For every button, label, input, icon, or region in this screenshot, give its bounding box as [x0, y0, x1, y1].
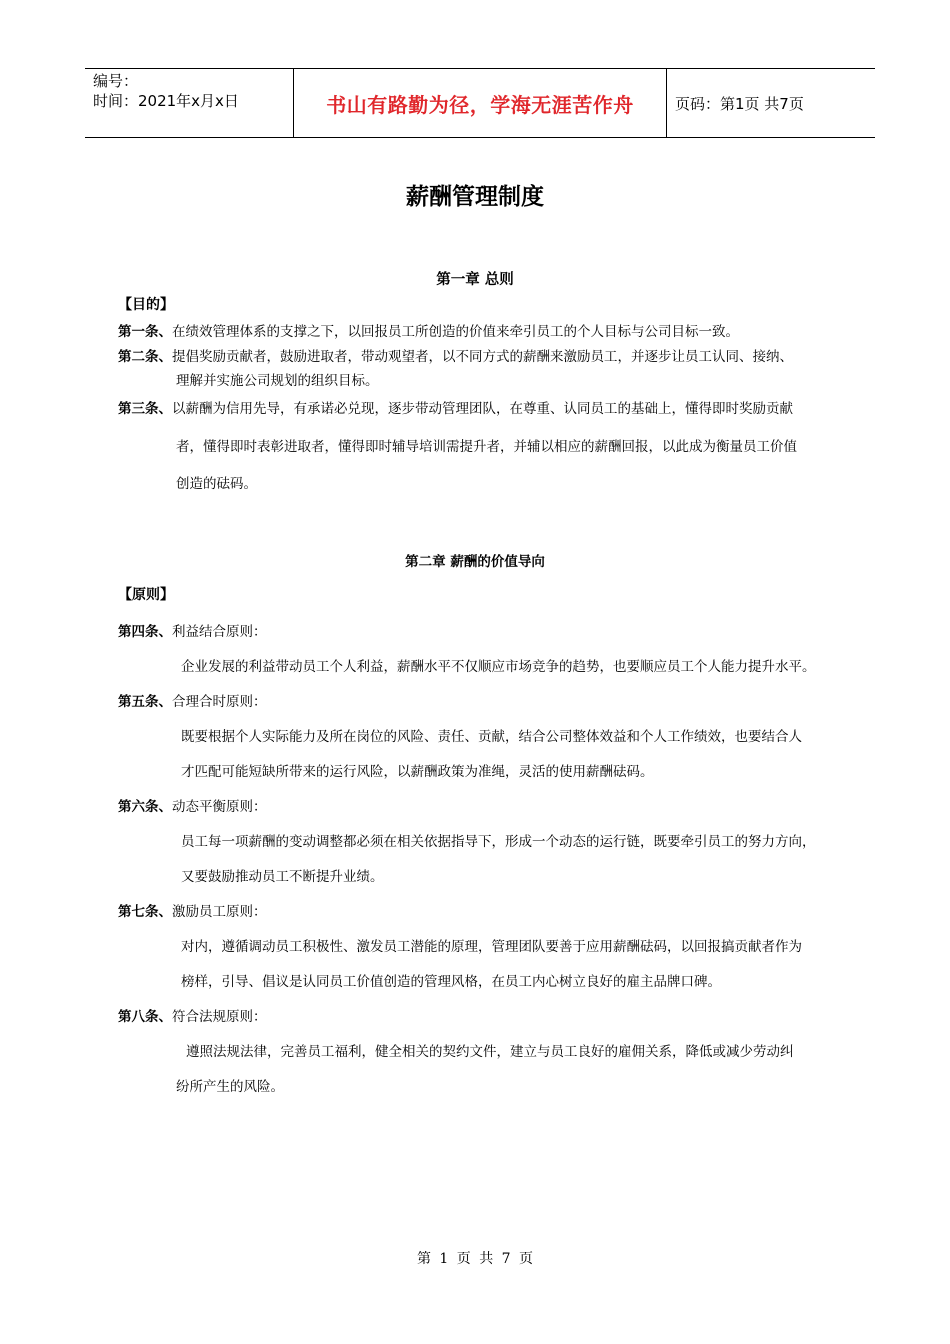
- article-5: [118, 690, 267, 710]
- article-3-continued-2: 创造的砝码。: [176, 476, 257, 492]
- article-4-body: 企业发展的利益带动员工个人利益，薪酬水平不仅顺应市场竞争的趋势，也要顺应员工个人能力提升水平。: [181, 659, 816, 675]
- header-meta: [85, 69, 293, 137]
- article-text: 动态平衡原则：: [172, 799, 267, 815]
- article-label: 第三条、: [118, 401, 172, 417]
- article-text: 激励员工原则：: [172, 904, 267, 920]
- article-text: 提倡奖励贡献者，鼓励进取者，带动观望者，以不同方式的薪酬来激励员工，并逐步让员工认同、接纳、: [172, 349, 793, 365]
- article-text: 利益结合原则：: [172, 624, 267, 640]
- time-label: 时间：2021年x月x日: [93, 92, 239, 110]
- article-label: 第八条、: [118, 1009, 172, 1025]
- chapter-2-title: 第二章 薪酬的价值导向: [405, 554, 545, 570]
- article-6: [118, 795, 267, 815]
- article-5-body-1: 既要根据个人实际能力及所在岗位的风险、责任、贡献，结合公司整体效益和个人工作绩效，也要结合人: [181, 729, 802, 745]
- page-info: 页码：第1页 共7页: [675, 94, 804, 113]
- article-label: 第二条、: [118, 349, 172, 365]
- section-purpose: 【目的】: [118, 297, 174, 313]
- article-2: [118, 345, 793, 365]
- article-8: [118, 1005, 267, 1025]
- article-1: [118, 320, 739, 340]
- article-4: [118, 620, 267, 640]
- article-label: 第六条、: [118, 799, 172, 815]
- article-7-body-1: 对内，遵循调动员工积极性、激发员工潜能的原理，管理团队要善于应用薪酬砝码，以回报搞贡献者作为: [181, 939, 802, 955]
- document-header: [85, 68, 875, 138]
- article-text: 以薪酬为信用先导，有承诺必兑现，逐步带动管理团队，在尊重、认同员工的基础上，懂得即时奖励贡献: [172, 401, 793, 417]
- article-3-continued-1: 者，懂得即时表彰进取者，懂得即时辅导培训需提升者，并辅以相应的薪酬回报，以此成为衡量员工价值: [176, 439, 797, 455]
- chapter-1-title: 第一章 总则: [436, 272, 514, 288]
- section-principles: 【原则】: [118, 587, 174, 603]
- article-label: 第五条、: [118, 694, 172, 710]
- article-2-continued: 理解并实施公司规划的组织目标。: [176, 373, 379, 389]
- article-5-body-2: 才匹配可能短缺所带来的运行风险，以薪酬政策为准绳，灵活的使用薪酬砝码。: [181, 764, 654, 780]
- article-6-body-1: 员工每一项薪酬的变动调整都必须在相关依据指导下，形成一个动态的运行链，既要牵引员工的努力方向，: [181, 834, 816, 850]
- motto: 书山有路勤为径，学海无涯苦作舟: [293, 69, 667, 137]
- article-7-body-2: 榜样，引导、倡议是认同员工价值创造的管理风格，在员工内心树立良好的雇主品牌口碑。: [181, 974, 721, 990]
- article-label: 第七条、: [118, 904, 172, 920]
- article-label: 第一条、: [118, 324, 172, 340]
- article-label: 第四条、: [118, 624, 172, 640]
- article-8-body-1: 遵照法规法律，完善员工福利，健全相关的契约文件，建立与员工良好的雇佣关系，降低或减少劳动纠: [186, 1044, 794, 1060]
- number-label: 编号：: [93, 72, 139, 90]
- article-6-body-2: 又要鼓励推动员工不断提升业绩。: [181, 869, 384, 885]
- article-3: [118, 397, 793, 417]
- article-text: 合理合时原则：: [172, 694, 267, 710]
- page-footer: 第 1 页 共 7 页: [416, 1251, 534, 1267]
- article-7: [118, 900, 267, 920]
- article-8-body-2: 纷所产生的风险。: [176, 1079, 284, 1095]
- article-text: 符合法规原则：: [172, 1009, 267, 1025]
- article-text: 在绩效管理体系的支撑之下，以回报员工所创造的价值来牵引员工的个人目标与公司目标一致。: [172, 324, 739, 340]
- document-title: 薪酬管理制度: [406, 184, 544, 210]
